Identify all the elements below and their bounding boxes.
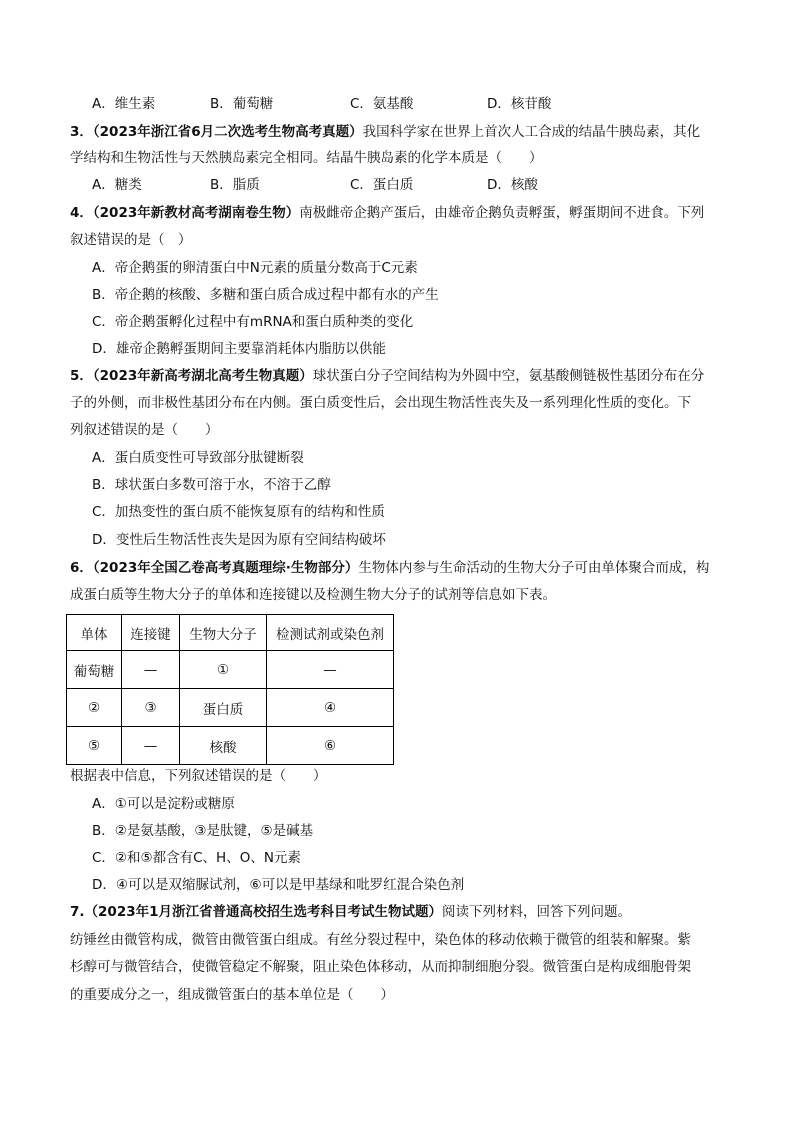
q4-source: （2023年新教材高考湖南卷生物） xyxy=(92,205,300,221)
q6-source: （2023年全国乙卷高考真题理综·生物部分） xyxy=(92,560,359,576)
q5-source: （2023年新高考湖北高考生物真题） xyxy=(92,368,313,384)
q7-stem-line-1 xyxy=(70,903,730,921)
q5-stem-1: 球状蛋白分子空间结构为外圆中空，氨基酸侧链极性基团分布在分 xyxy=(312,368,705,384)
table-header-cell: 生物大分子 xyxy=(180,615,267,651)
q6-stem-2: 成蛋白质等生物大分子的单体和连接键以及检测生物大分子的试剂等信息如下表。 xyxy=(70,587,556,603)
q6-stem-line-1 xyxy=(70,559,730,577)
q2-option-c: C．氨基酸 xyxy=(350,96,414,112)
q6-option-d: D．④可以是双缩脲试剂，⑥可以是甲基绿和吡罗红混合染色剂 xyxy=(92,877,465,893)
q5-option-a: A．蛋白质变性可导致部分肽键断裂 xyxy=(92,450,304,466)
table-header-cell: 单体 xyxy=(67,615,122,651)
table-cell: 核酸 xyxy=(180,727,267,765)
table-row xyxy=(67,727,394,765)
q4-option-b: B．帝企鹅的核酸、多糖和蛋白质合成过程中都有水的产生 xyxy=(92,287,439,303)
q2-option-b: B．葡萄糖 xyxy=(210,96,274,112)
q5-stem-3: 列叙述错误的是（ ） xyxy=(70,422,219,438)
table-cell: ③ xyxy=(122,689,180,727)
table-cell: ⑥ xyxy=(267,727,394,765)
q3-option-c: C．蛋白质 xyxy=(350,177,414,193)
table-cell: ⑤ xyxy=(67,727,122,765)
q3-source: （2023年浙江省6月二次选考生物高考真题） xyxy=(92,124,363,140)
q7-stem-1: 阅读下列材料，回答下列问题。 xyxy=(442,904,631,920)
q5-option-c: C．加热变性的蛋白质不能恢复原有的结构和性质 xyxy=(92,504,385,520)
q6-number: 6． xyxy=(70,560,93,576)
q3-stem-1: 我国科学家在世界上首次人工合成的结晶牛胰岛素，其化 xyxy=(362,124,701,140)
table-header-cell: 检测试剂或染色剂 xyxy=(267,615,394,651)
q6-option-a: A．①可以是淀粉或糖原 xyxy=(92,796,235,812)
q4-option-d: D．雄帝企鹅孵蛋期间主要靠消耗体内脂肪以供能 xyxy=(92,341,386,357)
q3-option-a: A．糖类 xyxy=(92,177,142,193)
q2-option-a: A．维生素 xyxy=(92,96,156,112)
table-cell: ② xyxy=(67,689,122,727)
table-row xyxy=(67,651,394,689)
table-cell: — xyxy=(267,651,394,689)
q4-option-a: A．帝企鹅蛋的卵清蛋白中N元素的质量分数高于C元素 xyxy=(92,260,418,276)
q5-option-d: D．变性后生物活性丧失是因为原有空间结构破坏 xyxy=(92,532,386,548)
q7-number: 7. xyxy=(70,904,85,920)
q3-option-b: B．脂质 xyxy=(210,177,260,193)
table-header-cell: 连接键 xyxy=(122,615,180,651)
q5-option-b: B．球状蛋白多数可溶于水，不溶于乙醇 xyxy=(92,477,331,493)
table-cell: 葡萄糖 xyxy=(67,651,122,689)
q6-stem-1: 生物体内参与生命活动的生物大分子可由单体聚合而成，构 xyxy=(358,560,710,576)
q3-stem-2: 学结构和生物活性与天然胰岛素完全相同。结晶牛胰岛素的化学本质是（ ） xyxy=(70,150,543,166)
table-cell: 蛋白质 xyxy=(180,689,267,727)
q6-after-table: 根据表中信息，下列叙述错误的是（ ） xyxy=(70,768,327,784)
q5-number: 5． xyxy=(70,368,93,384)
q6-option-c: C．②和⑤都含有C、H、O、N元素 xyxy=(92,850,301,866)
q7-paragraph-line-3: 的重要成分之一，组成微管蛋白的基本单位是（ ） xyxy=(70,987,394,1003)
q3-option-d: D．核酸 xyxy=(487,177,538,193)
table-row xyxy=(67,689,394,727)
q4-stem-line-1 xyxy=(70,204,730,222)
q7-source: （2023年1月浙江省普通高校招生选考科目考试生物试题） xyxy=(84,904,442,920)
q2-option-d: D．核苷酸 xyxy=(487,96,552,112)
q6-option-b: B．②是氨基酸，③是肽键，⑤是碱基 xyxy=(92,823,314,839)
table-cell: ① xyxy=(180,651,267,689)
table-cell: — xyxy=(122,727,180,765)
q5-stem-line-1 xyxy=(70,367,730,385)
table-cell: ④ xyxy=(267,689,394,727)
q7-paragraph-line-1: 纺锤丝由微管构成，微管由微管蛋白组成。有丝分裂过程中，染色体的移动依赖于微管的组装和解聚。紫 xyxy=(70,932,691,948)
q6-info-table xyxy=(66,614,394,765)
q7-paragraph-line-2: 杉醇可与微管结合，使微管稳定不解聚，阻止染色体移动，从而抑制细胞分裂。微管蛋白是构成细胞骨架 xyxy=(70,959,691,975)
table-cell: — xyxy=(122,651,180,689)
q5-stem-2: 子的外侧，而非极性基团分布在内侧。蛋白质变性后，会出现生物活性丧失及一系列理化性质的变化。下 xyxy=(70,395,691,411)
table-header-row xyxy=(67,615,394,651)
q4-stem-2: 叙述错误的是（ ） xyxy=(70,232,192,248)
q4-stem-1: 南极雌帝企鹅产蛋后，由雄帝企鹅负责孵蛋，孵蛋期间不进食。下列 xyxy=(299,205,705,221)
q3-number: 3． xyxy=(70,124,93,140)
q4-option-c: C．帝企鹅蛋孵化过程中有mRNA和蛋白质种类的变化 xyxy=(92,314,414,330)
q4-number: 4． xyxy=(70,205,93,221)
q3-stem-line-1 xyxy=(70,123,730,141)
